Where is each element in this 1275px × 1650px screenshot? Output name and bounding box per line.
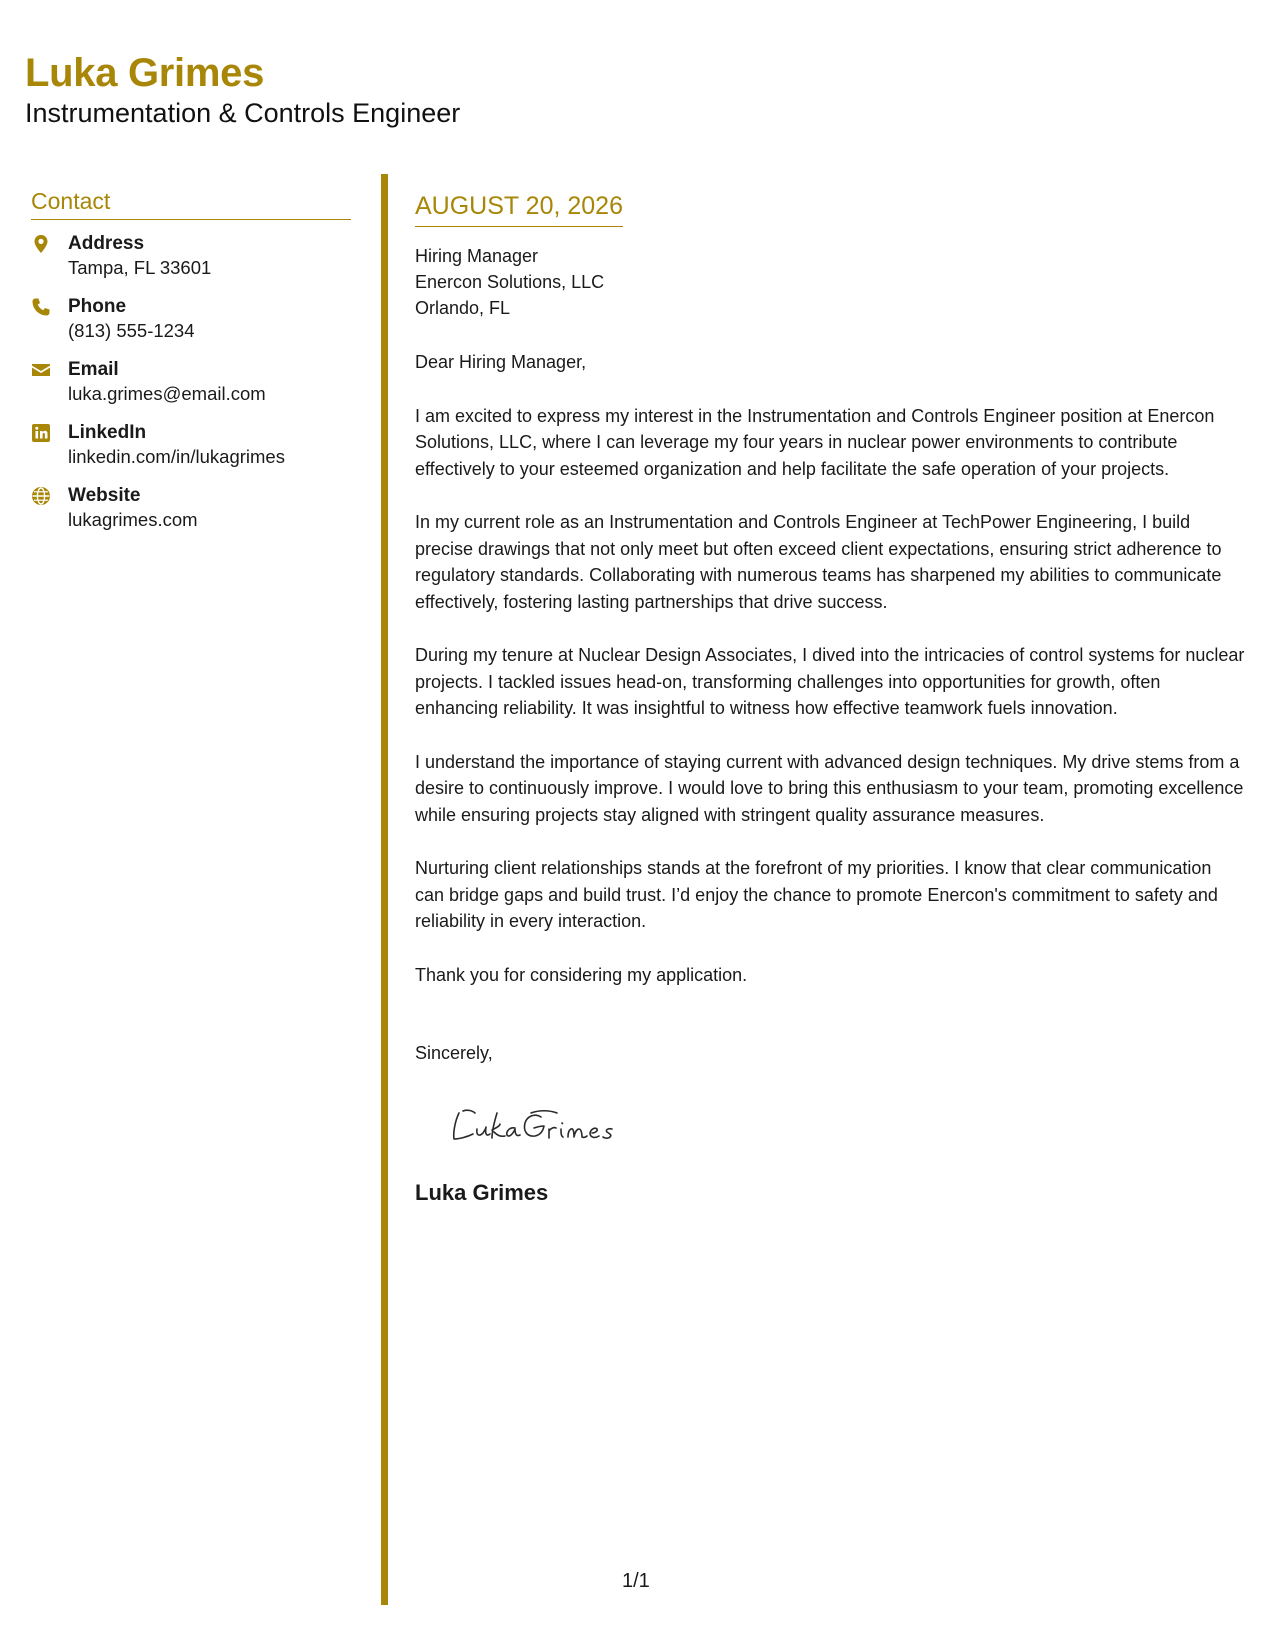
contact-heading: Contact <box>31 188 351 220</box>
letter-date: AUGUST 20, 2026 <box>415 190 623 227</box>
applicant-name: Luka Grimes <box>25 51 265 95</box>
contact-sidebar <box>31 188 351 547</box>
job-title: Instrumentation & Controls Engineer <box>25 98 461 128</box>
handwritten-signature <box>445 1101 1245 1157</box>
contact-item-linkedin <box>31 421 351 469</box>
contact-label: Website <box>68 485 141 506</box>
phone-icon <box>31 297 51 317</box>
location-pin-icon <box>31 234 51 254</box>
page-number: 1/1 <box>622 1570 650 1592</box>
closing: Sincerely, <box>415 1043 493 1063</box>
signed-name: Luka Grimes <box>415 1180 549 1205</box>
salutation: Dear Hiring Manager, <box>415 352 587 372</box>
contact-item-email <box>31 358 351 406</box>
linkedin-icon <box>31 423 51 443</box>
contact-label: Phone <box>68 296 127 317</box>
paragraph: In my current role as an Instrumentation and Controls Engineer at TechPower Engineering, I build precise drawings that not only meet but often exceed client expectations, ensuring strict adherence to regulatory standards. Collaborating with numerous teams has sharpened my abilities to communicate effectively, fostering lasting partnerships that drive success. <box>415 512 1222 612</box>
contact-value: Tampa, FL 33601 <box>68 257 212 278</box>
contact-item-address <box>31 232 351 280</box>
contact-list <box>31 232 351 532</box>
recipient-block <box>415 243 1245 321</box>
envelope-icon <box>31 360 51 380</box>
globe-icon <box>31 486 51 506</box>
paragraph: Nurturing client relationships stands at the forefront of my priorities. I know that clear communication can bridge gaps and build trust. I’d enjoy the chance to promote Enercon's commitment to safety and reliability in every interaction. <box>415 858 1218 931</box>
recipient-line: Enercon Solutions, LLC <box>415 272 605 292</box>
recipient-line: Orlando, FL <box>415 298 511 318</box>
contact-item-website <box>31 484 351 532</box>
contact-item-phone <box>31 295 351 343</box>
vertical-divider <box>381 174 388 1605</box>
paragraph: During my tenure at Nuclear Design Associates, I dived into the intricacies of control systems for nuclear projects. I tackled issues head-on, transforming challenges into opportunities for growth, often enhancing reliability. It was insightful to witness how effective teamwork fuels innovation. <box>415 645 1245 718</box>
contact-value: linkedin.com/in/lukagrimes <box>68 446 285 467</box>
signature-image <box>445 1101 645 1149</box>
contact-value: (813) 555-1234 <box>68 320 195 341</box>
letter-header <box>25 50 460 130</box>
recipient-line: Hiring Manager <box>415 246 539 266</box>
contact-label: Email <box>68 359 119 380</box>
contact-label: LinkedIn <box>68 422 147 443</box>
contact-label: Address <box>68 233 145 254</box>
contact-value: lukagrimes.com <box>68 509 198 530</box>
paragraph: Thank you for considering my application. <box>415 964 748 985</box>
paragraph: I understand the importance of staying current with advanced design techniques. My drive stems from a desire to continuously improve. I would love to bring this enthusiasm to your team, promoting excellence while ensuring projects stay aligned with stringent quality assurance measures. <box>415 751 1244 825</box>
contact-value: luka.grimes@email.com <box>68 383 266 404</box>
letter-body <box>415 190 1245 1207</box>
paragraph: I am excited to express my interest in the Instrumentation and Controls Engineer position at Enercon Solutions, LLC, where I can leverage my four years in nuclear power environments to contribute effectively to your esteemed organization and help facilitate the safe operation of your projects. <box>415 405 1215 479</box>
